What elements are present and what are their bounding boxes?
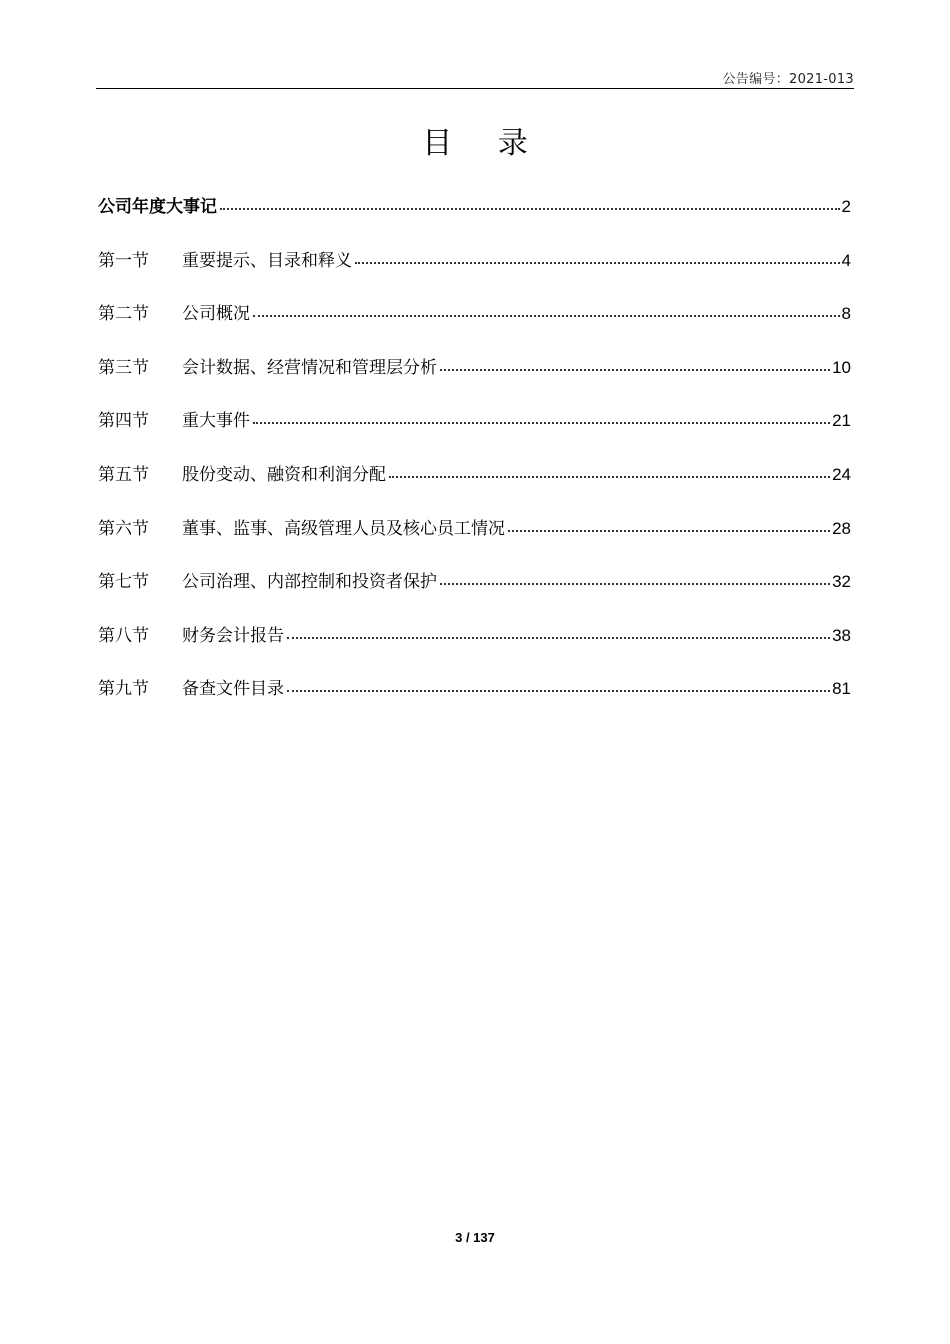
toc-entry[interactable] (98, 460, 851, 514)
toc-entry-page: 4 (841, 250, 851, 270)
toc-dot-leader (220, 208, 840, 210)
toc-entry-section: 第三节 (98, 357, 149, 378)
toc-entry-page: 2 (841, 197, 851, 216)
table-of-contents (98, 192, 851, 728)
toc-entry[interactable] (98, 406, 851, 460)
toc-entry-name: 重要提示、目录和释义 (182, 250, 352, 271)
toc-entry-section: 第四节 (98, 411, 149, 432)
toc-entry[interactable] (98, 246, 851, 300)
toc-dot-leader (389, 476, 830, 478)
toc-entry-section: 第五节 (98, 464, 149, 485)
toc-entry-page: 38 (832, 625, 851, 645)
toc-entry-section: 第一节 (98, 250, 149, 271)
toc-entry-name: 财务会计报告 (182, 625, 284, 646)
page-title: 目 录 (422, 126, 546, 161)
toc-entry[interactable] (98, 514, 851, 568)
toc-entry-name: 备查文件目录 (182, 679, 284, 700)
toc-dot-leader (253, 422, 830, 424)
page-number: 3 / 137 (455, 1230, 495, 1245)
toc-entry-section: 第二节 (98, 304, 149, 325)
toc-dot-leader (355, 262, 840, 264)
toc-entry[interactable] (98, 674, 851, 728)
toc-entry-name: 重大事件 (182, 411, 250, 432)
toc-dot-leader (508, 530, 830, 532)
toc-entry-page: 28 (832, 518, 851, 538)
toc-entry-name: 公司年度大事记 (98, 197, 217, 217)
toc-entry-page: 81 (832, 679, 851, 699)
toc-dot-leader (253, 315, 840, 317)
toc-entry-section: 第九节 (98, 679, 149, 700)
toc-dot-leader (440, 583, 830, 585)
toc-entry-name: 董事、监事、高级管理人员及核心员工情况 (182, 518, 505, 539)
toc-entry-page: 24 (832, 464, 851, 484)
toc-entry-name: 公司治理、内部控制和投资者保护 (182, 572, 437, 593)
toc-entry-name: 公司概况 (182, 304, 250, 325)
toc-entry-section: 第八节 (98, 625, 149, 646)
header-divider (96, 88, 854, 89)
toc-entry-page: 21 (832, 411, 851, 431)
toc-entry-page: 10 (832, 357, 851, 377)
toc-entry[interactable] (98, 567, 851, 621)
toc-entry[interactable] (98, 192, 851, 246)
toc-entry-page: 8 (841, 304, 851, 324)
announcement-number: 公告编号：2021-013 (722, 72, 854, 87)
toc-entry[interactable] (98, 353, 851, 407)
toc-entry-name: 股份变动、融资和利润分配 (182, 464, 386, 485)
toc-dot-leader (287, 637, 830, 639)
toc-dot-leader (287, 690, 830, 692)
toc-entry[interactable] (98, 621, 851, 675)
toc-entry-name: 会计数据、经营情况和管理层分析 (182, 357, 437, 378)
toc-entry-section: 第六节 (98, 518, 149, 539)
toc-entry-page: 32 (832, 572, 851, 592)
toc-entry-section: 第七节 (98, 572, 149, 593)
toc-entry[interactable] (98, 299, 851, 353)
toc-dot-leader (440, 369, 830, 371)
